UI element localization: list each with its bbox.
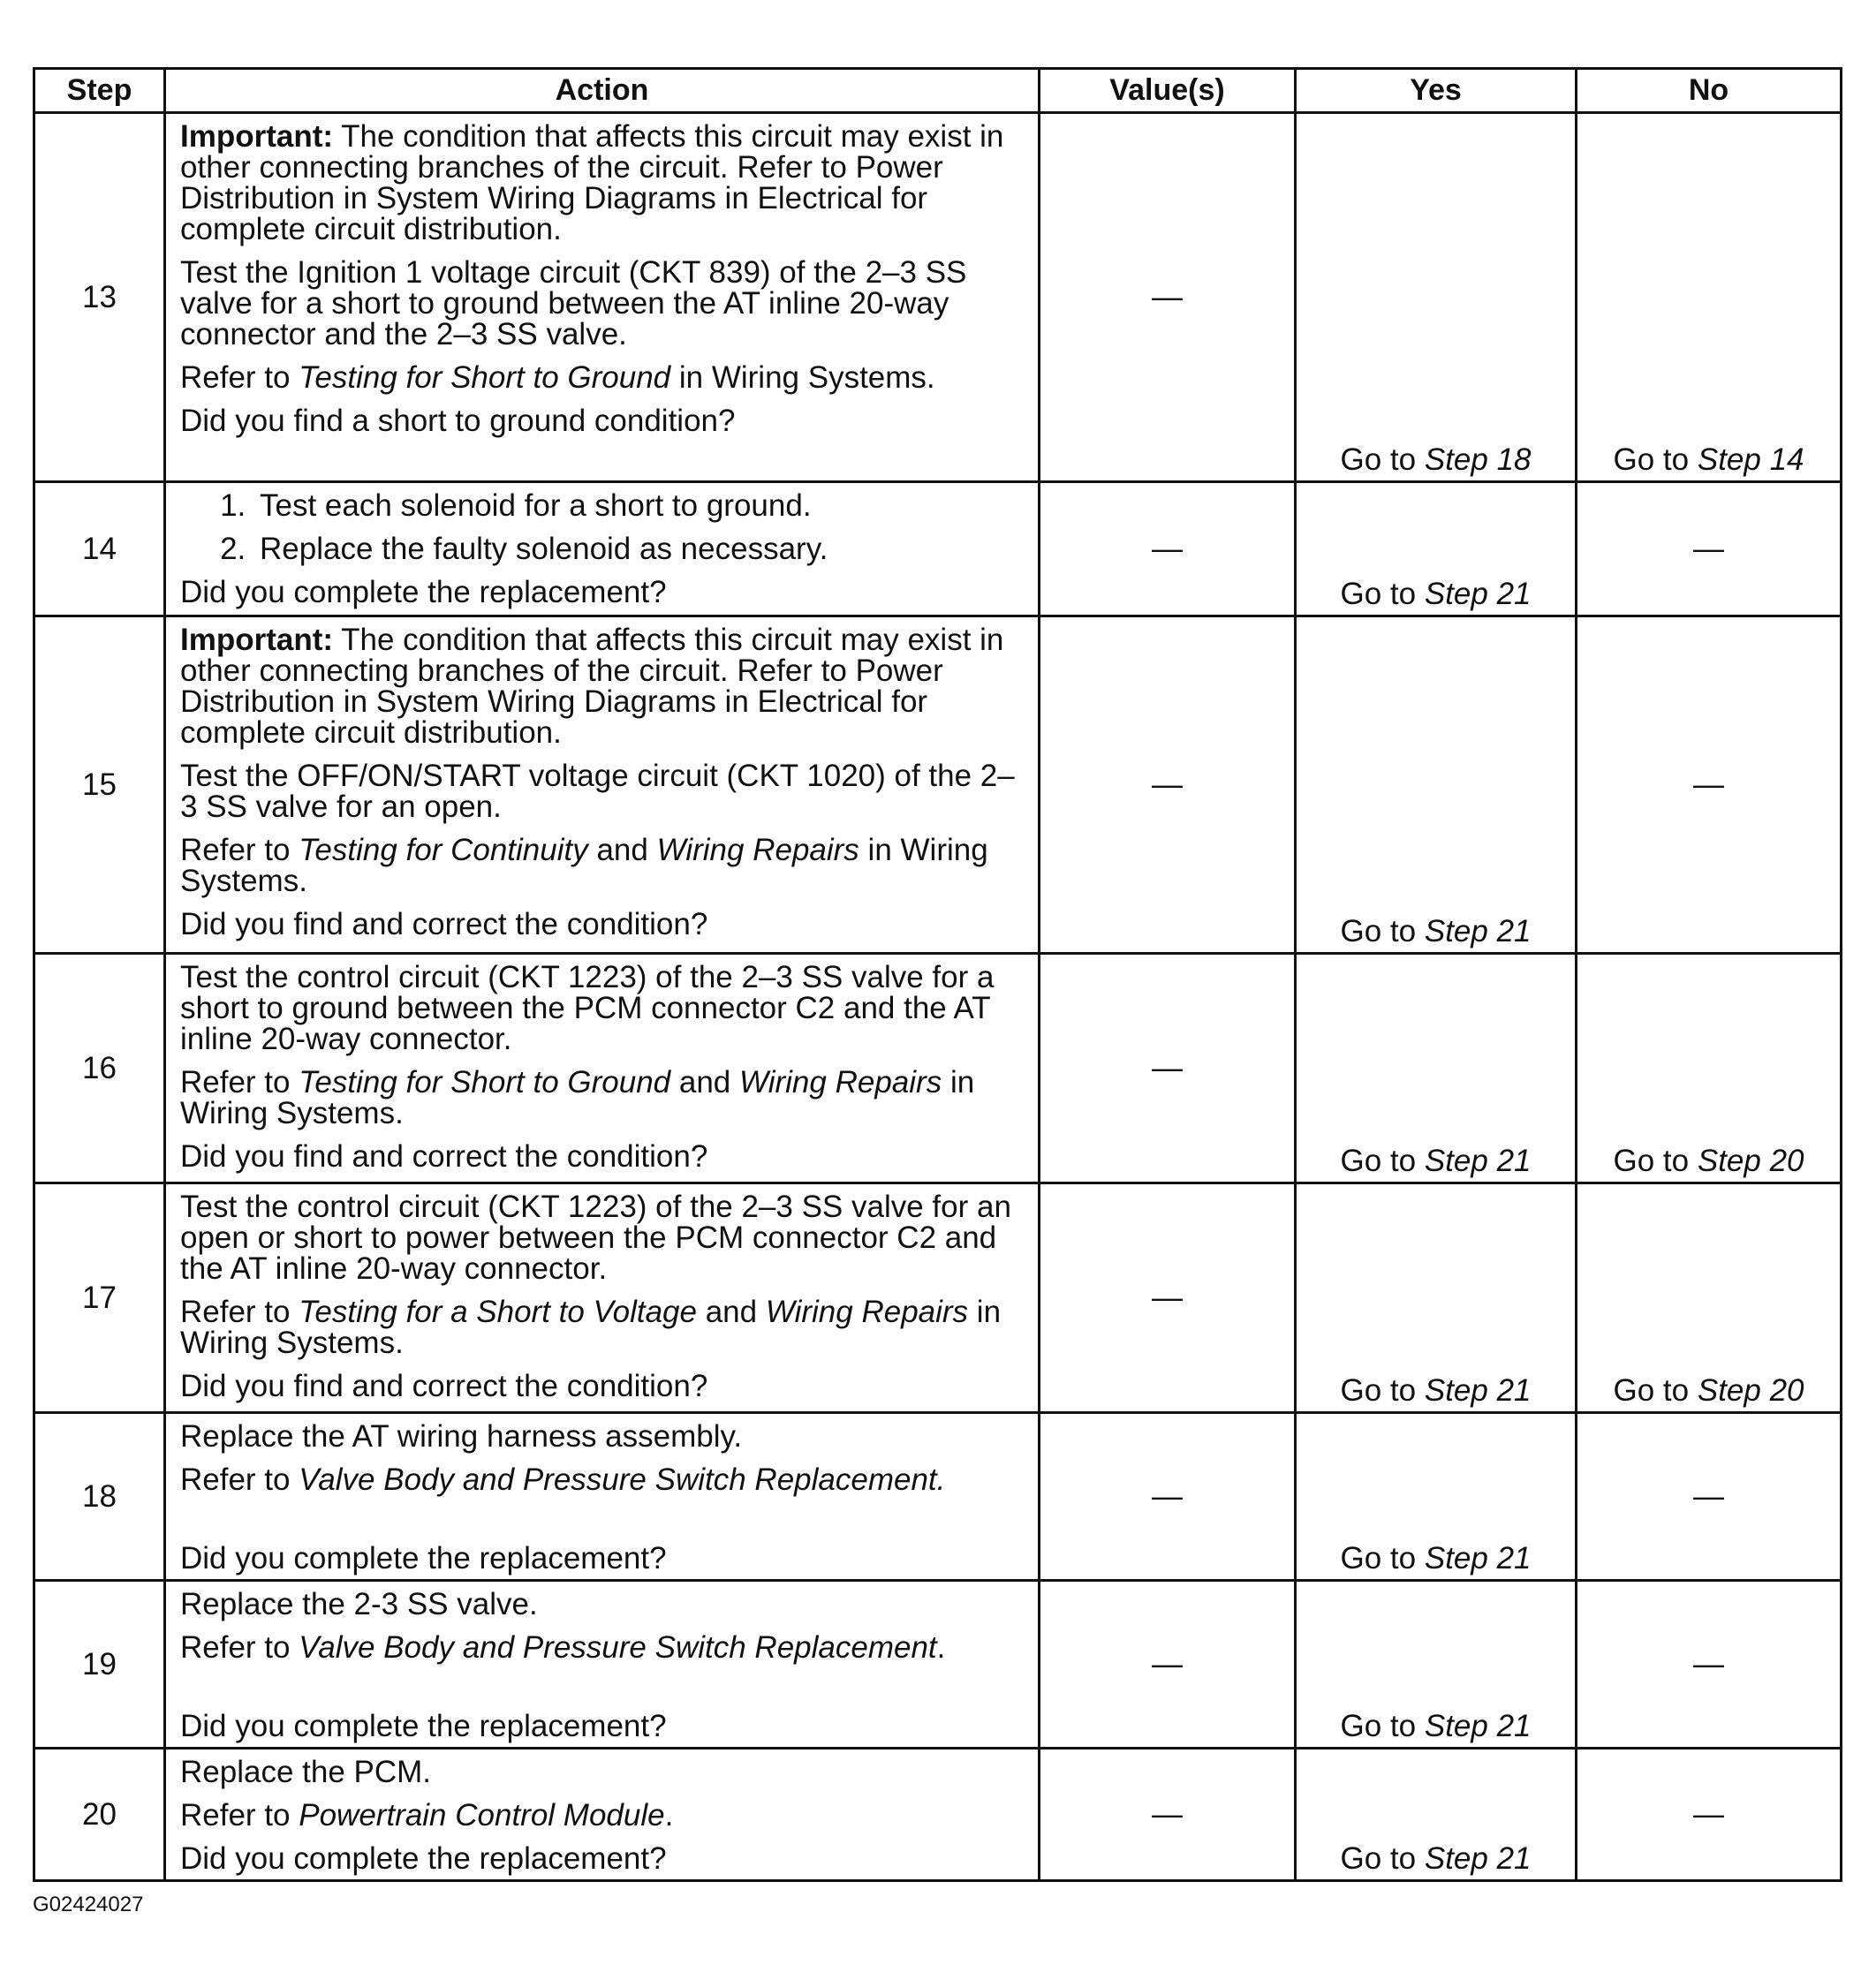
header-no: No (1577, 69, 1842, 113)
refer-prefix: Refer to (180, 833, 291, 867)
refer-line (180, 1464, 1029, 1495)
refer-end: . (936, 1630, 946, 1665)
goto-text: Go to (1340, 577, 1417, 611)
refer-prefix: Refer to (180, 360, 291, 395)
no-cell (1577, 1183, 1842, 1413)
refer-link: Powertrain Control Module (299, 1798, 665, 1833)
no-cell: — (1577, 616, 1842, 954)
no-cell (1577, 113, 1842, 482)
refer-suffix: in Wiring Systems. (180, 1065, 975, 1130)
value-cell: — (1040, 1413, 1296, 1581)
refer-link-2: Wiring Repairs (765, 1295, 969, 1329)
value-cell: — (1040, 616, 1296, 954)
important-label: Important: (180, 119, 334, 154)
important-note (180, 121, 1029, 245)
goto-text: Go to (1340, 914, 1417, 948)
goto-text: Go to (1613, 1373, 1690, 1408)
table-row (34, 1581, 1842, 1749)
table-row (34, 1183, 1842, 1413)
question: Did you complete the replacement? (180, 1841, 667, 1876)
yes-cell (1296, 1183, 1577, 1413)
header-row (34, 69, 1842, 113)
refer-line (180, 1067, 1029, 1129)
refer-link: Testing for Short to Ground (299, 360, 671, 395)
goto-text: Go to (1340, 1841, 1417, 1876)
spacer (180, 1675, 1029, 1711)
test-instruction: Test the control circuit (CKT 1223) of the 2–3 SS valve for a short to ground between the PCM connector C2 and the AT inline 20-way connector. (180, 960, 995, 1056)
refer-line (180, 835, 1029, 896)
spacer (180, 1508, 1029, 1543)
figure-id: G02424027 (33, 1893, 144, 1916)
table-row (34, 954, 1842, 1183)
value-cell: — (1040, 954, 1296, 1183)
refer-line (180, 1800, 1029, 1831)
action-cell (165, 1581, 1040, 1749)
yes-step: Step 21 (1424, 1144, 1532, 1178)
action-cell (165, 1749, 1040, 1881)
step-number: 15 (34, 616, 165, 954)
step-number: 18 (34, 1413, 165, 1581)
test-instruction: Test the control circuit (CKT 1223) of the 2–3 SS valve for an open or short to power between the PCM connector C2 and the AT inline 20-way connector. (180, 1190, 1011, 1286)
important-text: The condition that affects this circuit may exist in other connecting branches of the circuit. Refer to Power Distribution in System Wiring Diagrams in Electrical for complete circuit distribution. (180, 623, 1004, 750)
yes-step: Step 21 (1424, 1541, 1532, 1576)
refer-prefix: Refer to (180, 1065, 291, 1100)
question: Did you find and correct the condition? (180, 1139, 708, 1174)
refer-link: Valve Body and Pressure Switch Replacement. (299, 1462, 946, 1497)
refer-link: Testing for Continuity (299, 833, 588, 867)
no-cell: — (1577, 1749, 1842, 1881)
value-cell: — (1040, 1581, 1296, 1749)
refer-link-2: Wiring Repairs (739, 1065, 942, 1100)
refer-suffix: in Wiring Systems. (678, 360, 935, 395)
table-row (34, 113, 1842, 482)
yes-cell (1296, 616, 1577, 954)
test-instruction: Test the Ignition 1 voltage circuit (CKT 839) of the 2–3 SS valve for a short to ground between the AT inline 20-way connector and the 2–3 SS valve. (180, 255, 967, 351)
action-list (180, 490, 1029, 564)
diagnostic-table (33, 67, 1842, 1882)
table-row (34, 482, 1842, 616)
action-line: Replace the AT wiring harness assembly. (180, 1419, 743, 1454)
goto-text: Go to (1340, 442, 1417, 477)
step-number: 20 (34, 1749, 165, 1881)
question: Did you complete the replacement? (180, 1541, 667, 1576)
value-cell: — (1040, 1749, 1296, 1881)
yes-cell (1296, 1581, 1577, 1749)
action-cell (165, 113, 1040, 482)
question: Did you find and correct the condition? (180, 1369, 708, 1403)
list-item: 2. Replace the faulty solenoid as necessary. (254, 533, 1029, 564)
refer-link: Testing for a Short to Voltage (299, 1295, 697, 1329)
yes-cell (1296, 482, 1577, 616)
yes-step: Step 21 (1424, 1841, 1532, 1876)
question: Did you complete the replacement? (180, 1709, 667, 1743)
header-action: Action (165, 69, 1040, 113)
yes-step: Step 21 (1424, 577, 1532, 611)
step-number: 16 (34, 954, 165, 1183)
goto-text: Go to (1613, 1144, 1690, 1178)
header-values: Value(s) (1040, 69, 1296, 113)
goto-text: Go to (1613, 442, 1690, 477)
refer-line (180, 1296, 1029, 1358)
refer-end: . (664, 1798, 674, 1833)
goto-text: Go to (1340, 1709, 1417, 1743)
refer-and: and (678, 1065, 731, 1100)
value-cell: — (1040, 113, 1296, 482)
refer-line (180, 1632, 1029, 1663)
action-line: Replace the 2-3 SS valve. (180, 1587, 538, 1621)
question: Did you find a short to ground condition? (180, 404, 736, 438)
refer-and: and (705, 1295, 758, 1329)
yes-step: Step 21 (1424, 914, 1532, 948)
header-step: Step (34, 69, 165, 113)
no-cell: — (1577, 1413, 1842, 1581)
action-line: Replace the PCM. (180, 1755, 432, 1789)
action-cell (165, 1413, 1040, 1581)
no-step: Step 20 (1697, 1373, 1804, 1408)
table-row (34, 1413, 1842, 1581)
header-yes: Yes (1296, 69, 1577, 113)
yes-cell (1296, 1749, 1577, 1881)
yes-cell (1296, 954, 1577, 1183)
refer-prefix: Refer to (180, 1295, 291, 1329)
question: Did you complete the replacement? (180, 575, 667, 609)
refer-suffix: in Wiring Systems. (180, 1295, 1002, 1360)
table-row (34, 616, 1842, 954)
yes-step: Step 21 (1424, 1373, 1532, 1408)
yes-cell (1296, 113, 1577, 482)
value-cell: — (1040, 482, 1296, 616)
action-cell (165, 482, 1040, 616)
yes-cell (1296, 1413, 1577, 1581)
no-cell: — (1577, 1581, 1842, 1749)
refer-link-2: Wiring Repairs (656, 833, 859, 867)
refer-link: Valve Body and Pressure Switch Replacement (299, 1630, 937, 1665)
refer-suffix: in Wiring Systems. (180, 833, 988, 898)
goto-text: Go to (1340, 1541, 1417, 1576)
test-instruction: Test the OFF/ON/START voltage circuit (CKT 1020) of the 2–3 SS valve for an open. (180, 759, 1015, 824)
step-number: 14 (34, 482, 165, 616)
no-cell: — (1577, 482, 1842, 616)
important-text: The condition that affects this circuit may exist in other connecting branches of the circuit. Refer to Power Distribution in System Wiring Diagrams in Electrical for complete circuit distribution. (180, 119, 1004, 246)
important-label: Important: (180, 623, 334, 657)
refer-and: and (596, 833, 648, 867)
table-row (34, 1749, 1842, 1881)
value-cell: — (1040, 1183, 1296, 1413)
refer-line (180, 362, 1029, 393)
action-cell (165, 616, 1040, 954)
goto-text: Go to (1340, 1144, 1417, 1178)
no-step: Step 14 (1697, 442, 1804, 477)
step-number: 19 (34, 1581, 165, 1749)
refer-prefix: Refer to (180, 1462, 291, 1497)
question: Did you find and correct the condition? (180, 907, 708, 941)
goto-text: Go to (1340, 1373, 1417, 1408)
no-step: Step 20 (1697, 1144, 1804, 1178)
list-item: 1. Test each solenoid for a short to ground. (254, 490, 1029, 521)
important-note (180, 624, 1029, 748)
refer-link: Testing for Short to Ground (299, 1065, 671, 1100)
step-number: 13 (34, 113, 165, 482)
yes-step: Step 18 (1424, 442, 1532, 477)
action-cell (165, 1183, 1040, 1413)
refer-prefix: Refer to (180, 1798, 291, 1833)
yes-step: Step 21 (1424, 1709, 1532, 1743)
action-cell (165, 954, 1040, 1183)
no-cell (1577, 954, 1842, 1183)
step-number: 17 (34, 1183, 165, 1413)
refer-prefix: Refer to (180, 1630, 291, 1665)
